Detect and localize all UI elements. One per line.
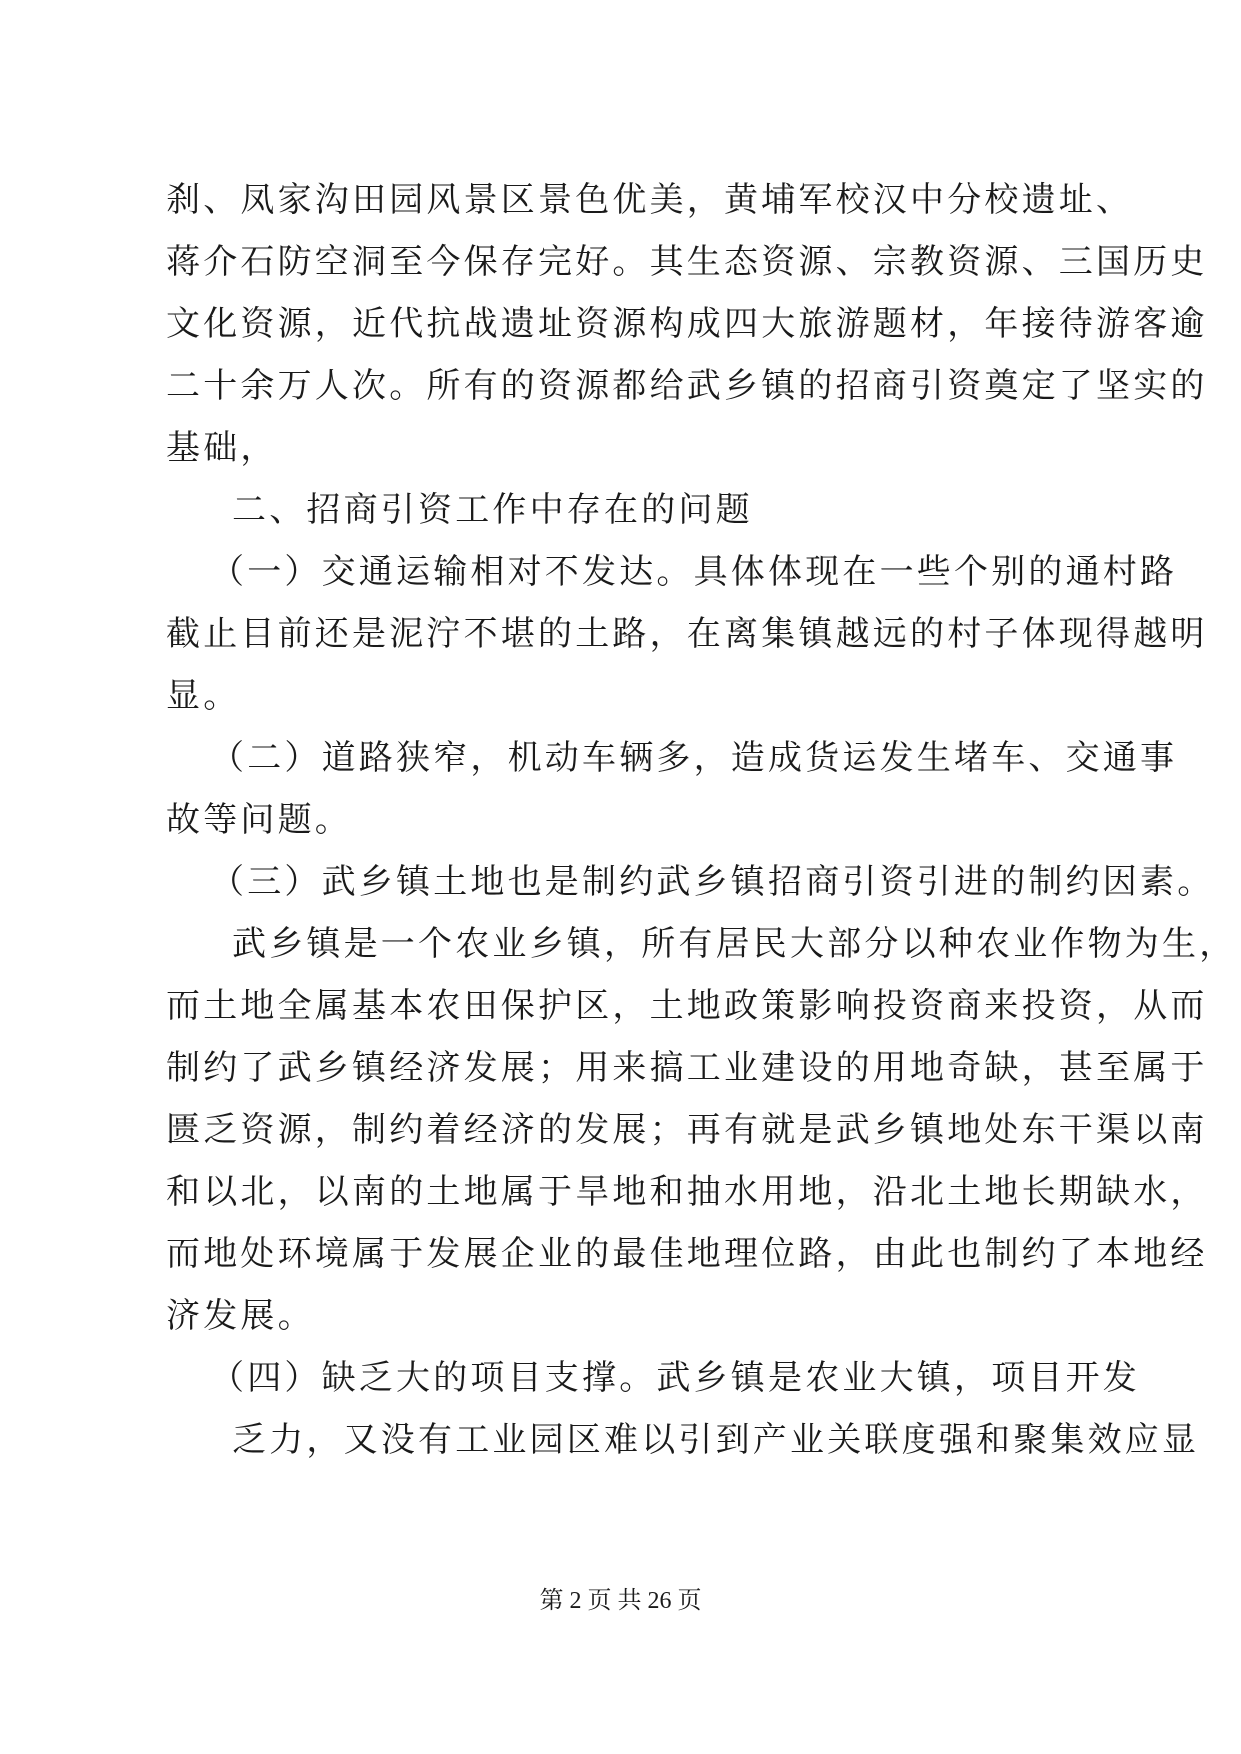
- text-line: （一）交通运输相对不发达。具体体现在一些个别的通村路: [210, 552, 1178, 592]
- text-line: 显。: [166, 676, 241, 716]
- text-line: 二十余万人次。所有的资源都给武乡镇的招商引资奠定了坚实的: [166, 366, 1208, 406]
- page-number-footer: 第 2 页 共 26 页: [539, 1588, 702, 1614]
- text-line: 武乡镇是一个农业乡镇，所有居民大部分以种农业作物为生，: [232, 924, 1237, 964]
- text-line: （三）武乡镇土地也是制约武乡镇招商引资引进的制约因素。: [210, 862, 1215, 902]
- text-line: 文化资源，近代抗战遗址资源构成四大旅游题材，年接待游客逾: [166, 304, 1208, 344]
- text-line: 刹、凤家沟田园风景区景色优美，黄埔军校汉中分校遗址、: [166, 180, 1134, 220]
- text-line: 而土地全属基本农田保护区，土地政策影响投资商来投资，从而: [166, 986, 1208, 1026]
- text-line: 济发展。: [166, 1296, 315, 1336]
- text-line: （四）缺乏大的项目支撑。武乡镇是农业大镇，项目开发: [210, 1358, 1140, 1398]
- text-line: 乏力，又没有工业园区难以引到产业关联度强和聚集效应显: [232, 1420, 1200, 1460]
- text-line: 故等问题。: [166, 800, 352, 840]
- text-line: 基础，: [166, 428, 278, 468]
- text-line: 制约了武乡镇经济发展；用来搞工业建设的用地奇缺，甚至属于: [166, 1048, 1208, 1088]
- text-line: 蒋介石防空洞至今保存完好。其生态资源、宗教资源、三国历史: [166, 242, 1208, 282]
- section-heading: 二、招商引资工作中存在的问题: [232, 490, 753, 530]
- text-line: 匮乏资源，制约着经济的发展；再有就是武乡镇地处东干渠以南: [166, 1110, 1208, 1150]
- text-line: （二）道路狭窄，机动车辆多，造成货运发生堵车、交通事: [210, 738, 1178, 778]
- text-line: 截止目前还是泥泞不堪的土路，在离集镇越远的村子体现得越明: [166, 614, 1208, 654]
- text-line: 和以北，以南的土地属于旱地和抽水用地，沿北土地长期缺水，: [166, 1172, 1208, 1212]
- text-line: 而地处环境属于发展企业的最佳地理位路，由此也制约了本地经: [166, 1234, 1208, 1274]
